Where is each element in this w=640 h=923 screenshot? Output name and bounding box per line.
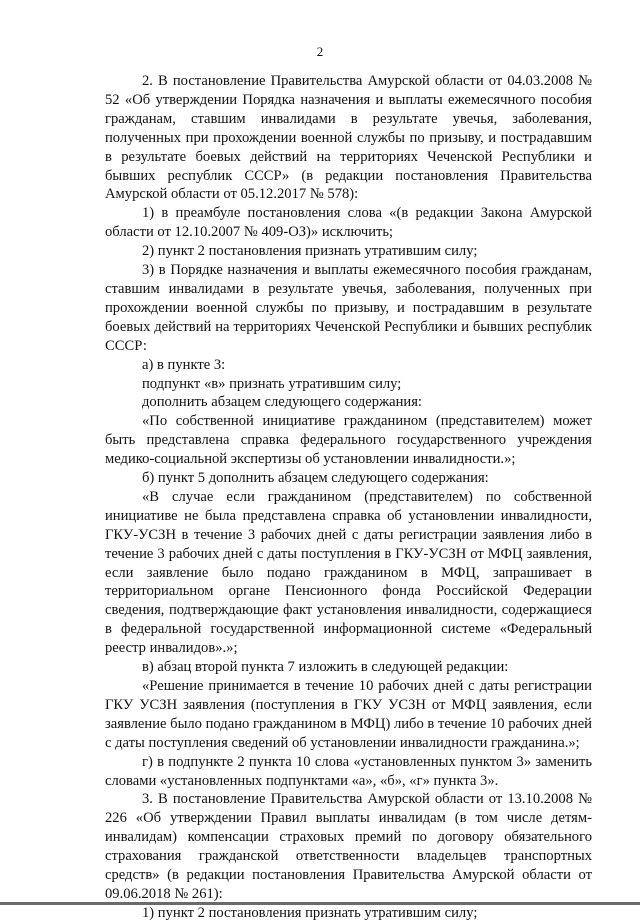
subitem-b: б) пункт 5 дополнить абзацем следующего содержания: (142, 470, 489, 487)
subitem-v: в) абзац второй пункта 7 изложить в следующей редакции: (142, 659, 509, 676)
page-number: 2 (316, 44, 324, 59)
subitem-g: г) в подпункте 2 пункта 10 слова «установленных пунктом 3» заменить словами «установленных подпунктами «а», «б», «г» пункта 3». (105, 753, 592, 789)
paragraph-2-intro: 2. В постановление Правительства Амурской области от 04.03.2008 № 52 «Об утверждении Порядка назначения и выплаты ежемесячного пособия гражданам, ставшим инвалидами в результате увечья, заболевания, полученных при прохождении военной службы по призыву, и пострадавшим в результате боевых действий на территориях Чеченской Республики и бывших республик СССР» (в редакции постановления Правительства Амурской области от 05.12.2017 № 578): (105, 73, 592, 203)
paragraph-3-intro: 3. В постановление Правительства Амурской области от 13.10.2008 № 226 «Об утверждении Правил выплаты инвалидам (в том числе детям-инвалидам) компенсации страховых премий по договору обязательного страхования гражданской ответственности владельцев транспортных средств» (в редакции постановления Правительства Амурской области от 09.06.2018 № 261): (105, 791, 592, 902)
subitem-a-line-1: подпункт «в» признать утратившим силу; (142, 375, 402, 392)
paragraph-3-item-1: 1) пункт 2 постановления признать утратившим силу; (142, 904, 478, 921)
subitem-a-line-2: дополнить абзацем следующего содержания: (142, 394, 422, 411)
paragraph-2-item-1: 1) в преамбуле постановления слова «(в редакции Закона Амурской области от 12.10.2007 № 409-ОЗ)» исключить; (105, 205, 592, 241)
quote-decision: «Решение принимается в течение 10 рабочих дней с даты регистрации ГКУ УСЗН заявления (поступления в ГКУ УСЗН от МФЦ заявления, если заявление было подано гражданином в МФЦ) либо в течение 10 рабочих дней с даты поступления сведений об установлении инвалидности гражданина.»; (105, 678, 592, 751)
document-body (105, 72, 592, 923)
quote-request: «В случае если гражданином (представителем) по собственной инициативе не была представлена справка об установлении инвалидности, ГКУ-УСЗН в течение 3 рабочих дней с даты регистрации заявления либо в течение 3 рабочих дней с даты поступления в ГКУ-УСЗН от МФЦ заявления, если заявление было подано гражданином в МФЦ, запрашивает в территориальном органе Пенсионного фонда Российской Федерации сведения, подтверждающие факт установления инвалидности, содержащиеся в федеральной государственной информационной системе «Федеральный реестр инвалидов».»; (105, 488, 592, 657)
paragraph-2-item-3: 3) в Порядке назначения и выплаты ежемесячного пособия гражданам, ставшим инвалидами в результате увечья, заболевания, полученных при прохождении военной службы по призыву, и пострадавшим в результате боевых действий на территориях Чеченской Республики и бывших республик СССР: (105, 262, 592, 354)
paragraph-2-item-2: 2) пункт 2 постановления признать утратившим силу; (142, 243, 478, 260)
subitem-a: а) в пункте 3: (142, 356, 226, 373)
quote-certificate: «По собственной инициативе гражданином (представителем) может быть представлена справка федерального государственного учреждения медико-социальной экспертизы об установлении инвалидности.»; (105, 413, 592, 468)
